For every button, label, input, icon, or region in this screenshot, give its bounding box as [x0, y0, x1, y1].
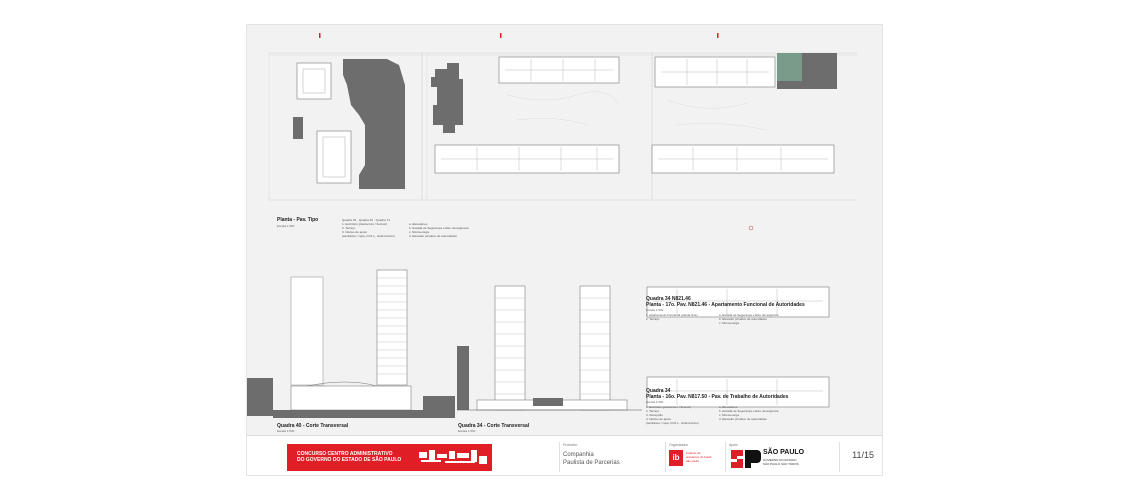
- organizador-label: Organizador: [669, 443, 689, 447]
- plan-scale: Escala 1:500: [277, 224, 295, 228]
- plan17-legend-col1: 1. Apartamento Funcional (planta livre) 2. Terraço: [646, 313, 698, 321]
- sp-government-logo-icon: [731, 450, 761, 468]
- plan16-legend-col1: 1. Escritório (planta livre / flexível) 2. Terraço 3. Recepção 4. Núcleo de apoio (sanitários / copa, D.M.L., shaft técnico): [646, 405, 699, 425]
- page-number: 11/15: [852, 450, 874, 460]
- contest-banner: [287, 444, 492, 471]
- section34-title: Quadra 34 - Corte Transversal: [458, 423, 530, 429]
- promotor-name: Companhia Paulista de Parcerias: [563, 452, 620, 466]
- contest-title: CONCURSO CENTRO ADMINISTRATIVO DO GOVERNO DO ESTADO DE SÃO PAULO: [297, 451, 402, 463]
- apoio-label: Apoio: [729, 443, 738, 447]
- plan-title: Planta - Pav. Tipo: [277, 217, 319, 223]
- section34-scale: Escala 1:500: [458, 429, 476, 433]
- plan16-title: Planta - 16o. Pav. N817.50 - Pav. de Trabalho de Autoridades: [646, 394, 789, 400]
- section40-scale: Escala 1:500: [277, 429, 295, 433]
- plan17-scale: Escala 1:500: [646, 308, 664, 312]
- plan16-scale: Escala 1:500: [646, 400, 664, 404]
- plan-legend-col1: Quadra 32 · Quadra 40 · Quadra 74 1. Escritório (planta livre / flexível) 2. Terraço 3. Núcleo de apoio (sanitários / copa, D.M.L., shaft técnico): [342, 218, 395, 238]
- iab-logo-icon: ib: [669, 450, 683, 466]
- section40-title: Quadra 40 - Corte Transversal: [277, 423, 349, 429]
- promotor-label: Promotor: [563, 443, 578, 447]
- sp-subtitle: GOVERNO DO ESTADO SÃO PAULO SÃO TODOS: [763, 458, 799, 466]
- plan17-level: Quadra 34 N821.46: [646, 296, 691, 302]
- organizador-text: instituto de arquitetos do brasil são paulo: [686, 451, 712, 463]
- presentation-board: [246, 24, 883, 476]
- board-footer: [247, 435, 883, 476]
- plan17-title: Planta - 17o. Pav. N821.46 - Apartamento Funcional de Autoridades: [646, 302, 805, 308]
- plan-legend-col2: a. Elevadores b. Escada de Segurança e Elev. Emergência c. Monta-carga d. Elevador privativo de autoridades: [409, 222, 469, 238]
- sp-name: SÃO PAULO: [763, 449, 805, 456]
- sections-drawing: [247, 260, 883, 435]
- plan16-legend-col2: a. Elevadores b. Escada de Segurança e Elev. Emergência c. Monta-carga d. Elevador privativo de autoridades: [719, 405, 779, 421]
- plan17-legend-col2: a. Escada de Segurança e Elev. Emergência b. Elevador privativo de autoridades c. Monta-carga: [719, 313, 779, 325]
- skyline-logo: [417, 448, 489, 468]
- plan16-level: Quadra 34: [646, 388, 671, 394]
